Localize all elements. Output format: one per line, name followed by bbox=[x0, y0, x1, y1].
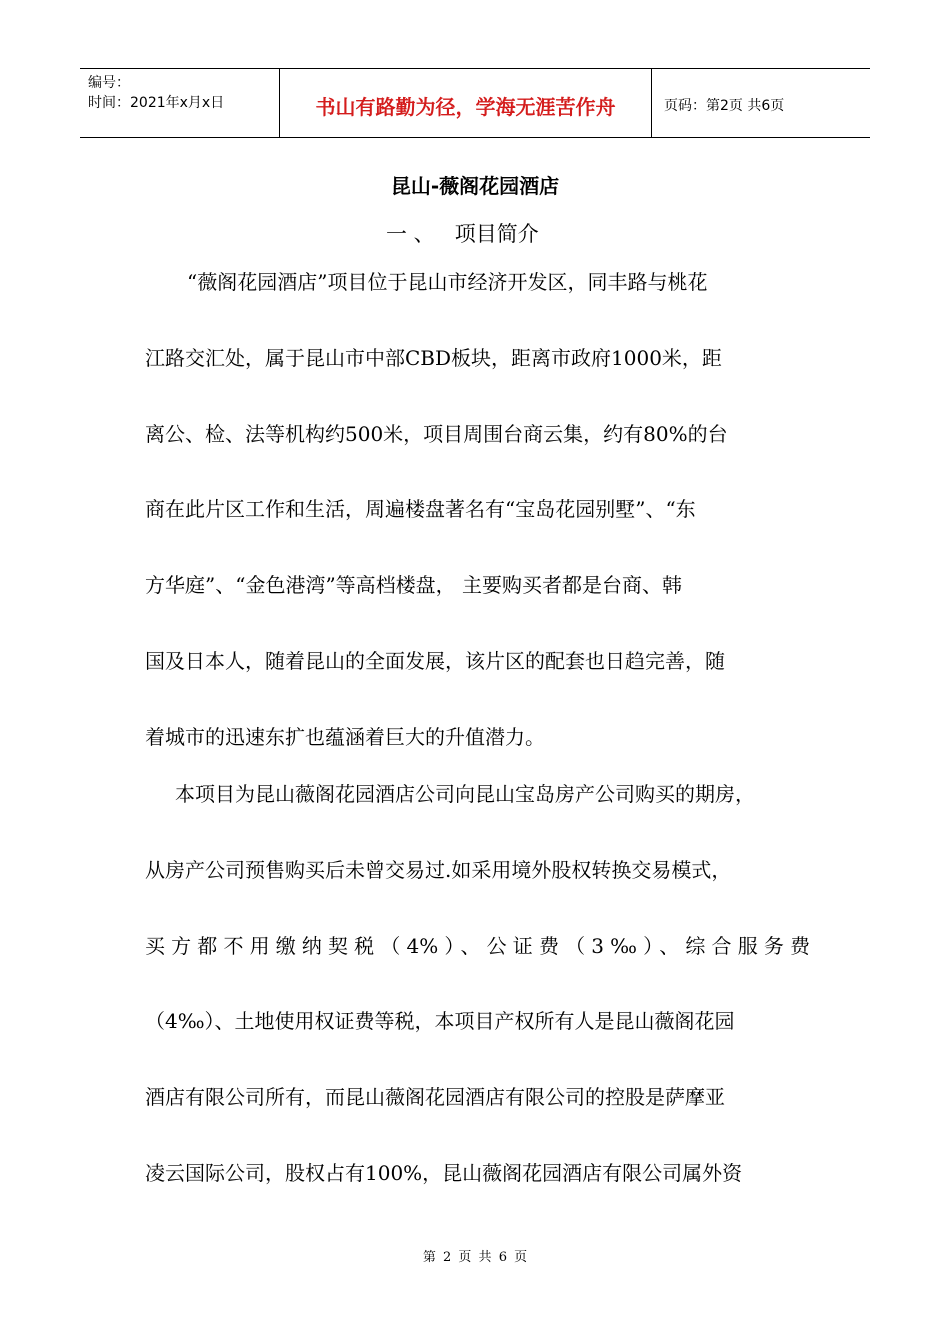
paragraph-line: 江路交汇处，属于昆山市中部CBD板块，距离市政府1000米，距 bbox=[145, 345, 722, 370]
page-footer: 第 2 页 共 6 页 bbox=[422, 1250, 528, 1265]
paragraph-project-intro bbox=[145, 266, 810, 797]
section-heading: 一 、 项目简介 bbox=[386, 222, 539, 246]
paragraph-line: 商在此片区工作和生活，周遍楼盘著名有“宝岛花园别墅”、“东 bbox=[145, 497, 696, 522]
paragraph-line: 本项目为昆山薇阁花园酒店公司向昆山宝岛房产公司购买的期房， bbox=[175, 782, 755, 806]
paragraph-line: 国及日本人，随着昆山的全面发展，该片区的配套也日趋完善，随 bbox=[145, 648, 725, 673]
paragraph-line: 凌云国际公司，股权占有100%，昆山薇阁花园酒店有限公司属外资 bbox=[145, 1160, 743, 1185]
paragraph-line: 从房产公司预售购买后未曾交易过.如采用境外股权转换交易模式， bbox=[145, 857, 732, 882]
page-header bbox=[80, 68, 870, 138]
document-time-label: 时间：2021年x月x日 bbox=[88, 95, 225, 111]
paragraph-line: 离公、检、法等机构约500米，项目周围台商云集，约有80%的台 bbox=[145, 421, 728, 446]
paragraph-ownership bbox=[145, 778, 810, 1233]
paragraph-line: 方华庭”、“金色港湾”等高档楼盘， 主要购买者都是台商、韩 bbox=[145, 573, 683, 598]
paragraph-line: “薇阁花园酒店”项目位于昆山市经济开发区，同丰路与桃花 bbox=[187, 270, 708, 294]
header-meta bbox=[80, 69, 280, 137]
paragraph-line: 着城市的迅速东扩也蕴涵着巨大的升值潜力。 bbox=[145, 724, 545, 749]
document-number-label: 编号： bbox=[88, 75, 130, 91]
paragraph-line: 酒店有限公司所有，而昆山薇阁花园酒店有限公司的控股是萨摩亚 bbox=[145, 1085, 725, 1110]
header-motto: 书山有路勤为径，学海无涯苦作舟 bbox=[280, 69, 652, 137]
paragraph-line: 买方都不用缴纳契税（4%）、公证费（3‰）、综合服务费 bbox=[145, 933, 810, 958]
header-page-label: 页码：第2页 共6页 bbox=[664, 98, 785, 114]
paragraph-line: （4‰）、土地使用权证费等税，本项目产权所有人是昆山薇阁花园 bbox=[145, 1009, 735, 1034]
document-title: 昆山-薇阁花园酒店 bbox=[390, 174, 560, 198]
